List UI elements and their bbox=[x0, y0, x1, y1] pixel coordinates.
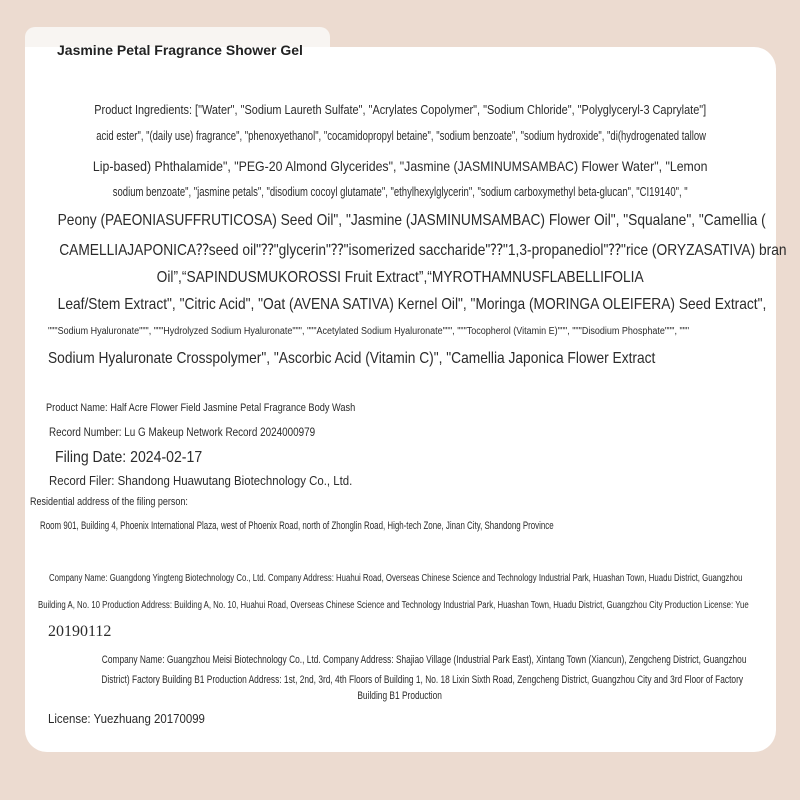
record-number: Record Number: Lu G Makeup Network Record 2024000979 bbox=[49, 427, 316, 439]
product-name: Product Name: Half Acre Flower Field Jasmine Petal Fragrance Body Wash bbox=[46, 402, 356, 414]
ingredients-line-5: Peony (PAEONIASUFFRUTICOSA) Seed Oil", "Jasmine (JASMINUMSAMBAC) Flower Oil", "Squalane", "Camellia ( bbox=[57, 212, 766, 229]
company2-license: License: Yuezhuang 20170099 bbox=[48, 711, 205, 726]
filing-date: Filing Date: 2024-02-17 bbox=[55, 449, 203, 466]
ingredients-line-2: acid ester", "(daily use) fragrance", "phenoxyethanol", "cocamidopropyl betaine", "sodium benzoate", "sodium hydroxide", "di(hydrogenated tallow bbox=[96, 129, 707, 143]
residential-address: Room 901, Building 4, Phoenix International Plaza, west of Phoenix Road, north of Zhonglin Road, High-tech Zone, Jinan City, Shandong Province bbox=[40, 520, 554, 532]
ingredients-line-1: Product Ingredients: ["Water", "Sodium Laureth Sulfate", "Acrylates Copolymer", "Sodium Chloride", "Polyglyceryl-3 Caprylate"] bbox=[94, 102, 706, 117]
ingredients-line-8: Leaf/Stem Extract", "Citric Acid", "Oat (AVENA SATIVA) Kernel Oil", "Moringa (MORINGA OLEIFERA) Seed Extract", bbox=[57, 296, 767, 313]
ingredients-line-3: Lip-based) Phthalamide", "PEG-20 Almond Glycerides", "Jasmine (JASMINUMSAMBAC) Flower Water", "Lemon bbox=[92, 158, 708, 174]
ingredients-line-7: Oil”,“SAPINDUSMUKOROSSI Fruit Extract”,“MYROTHAMNUSFLABELLIFOLIA bbox=[156, 269, 644, 286]
ingredients-line-6: CAMELLIAJAPONICA⁇seed oil"⁇"glycerin"⁇"isomerized saccharide"⁇"1,3-propanediol"⁇"rice (ORYZASATIVA) bran bbox=[59, 242, 787, 259]
company1-license: 20190112 bbox=[48, 623, 112, 640]
ingredients-line-10: Sodium Hyaluronate Crosspolymer", "Ascorbic Acid (Vitamin C)", "Camellia Japonica Flower Extract bbox=[48, 350, 656, 367]
tab-title: Jasmine Petal Fragrance Shower Gel bbox=[57, 42, 303, 58]
ingredients-line-9: """Sodium Hyaluronate""", """Hydrolyzed Sodium Hyaluronate""", """Acetylated Sodium Hyaluronate""", """Tocopherol (Vitamin E)""", """Disodium Phosphate""", """ bbox=[48, 326, 690, 337]
ingredients-line-4: sodium benzoate", "jasmine petals", "disodium cocoyl glutamate", "ethylhexylglycerin", "sodium carboxymethyl beta-glucan", "CI19140", " bbox=[112, 185, 688, 199]
document-card bbox=[25, 47, 776, 752]
company1-line-1: Company Name: Guangdong Yingteng Biotechnology Co., Ltd. Company Address: Huahui Road, Overseas Chinese Science and Technology Industrial Park, Huashan Town, Huadu District, Guangzhou bbox=[49, 573, 743, 584]
company1-line-2: Building A, No. 10 Production Address: Building A, No. 10, Huahui Road, Overseas Chinese Science and Technology Industrial Park, Huashan Town, Huadu District, Guangzhou City Production License: Yue bbox=[38, 600, 749, 611]
company2-line-3: Building B1 Production bbox=[357, 690, 443, 702]
company2-line-2: District) Factory Building B1 Production Address: 1st, 2nd, 3rd, 4th Floors of Building 1, No. 18 Lixin Sixth Road, Zengcheng District, Guangzhou City and 3rd Floor of Factory bbox=[101, 674, 744, 686]
residential-label: Residential address of the filing person: bbox=[30, 496, 188, 508]
company2-line-1: Company Name: Guangzhou Meisi Biotechnology Co., Ltd. Company Address: Shajiao Village (Industrial Park East), Xintang Town (Xiancun), Zengcheng District, Guangzhou bbox=[101, 654, 747, 666]
record-filer: Record Filer: Shandong Huawutang Biotechnology Co., Ltd. bbox=[49, 473, 353, 488]
